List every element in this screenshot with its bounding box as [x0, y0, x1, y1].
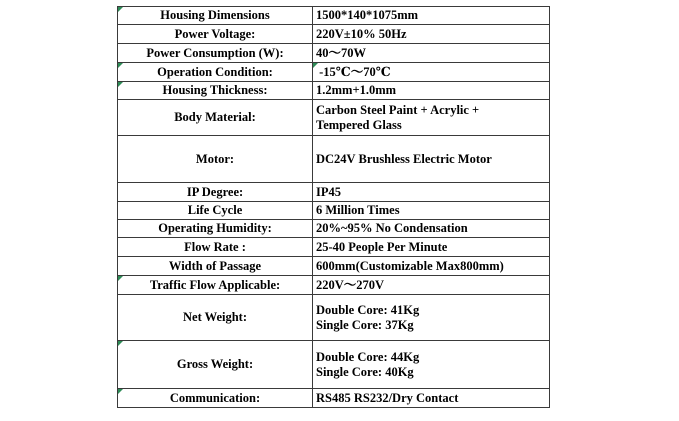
spec-value: Double Core: 41Kg Single Core: 37Kg [313, 295, 550, 341]
spec-value: IP45 [313, 183, 550, 202]
spec-value: 1.2mm+1.0mm [313, 82, 550, 100]
spec-label: Flow Rate : [118, 238, 313, 257]
spec-value: Carbon Steel Paint + Acrylic + Tempered Glass [313, 100, 550, 136]
table-row [118, 44, 550, 63]
spec-value: 6 Million Times [313, 202, 550, 220]
table-row [118, 82, 550, 100]
spec-label: Traffic Flow Applicable: [118, 276, 313, 295]
table-row [118, 183, 550, 202]
spec-table [117, 6, 550, 408]
table-row [118, 257, 550, 276]
spec-value: 1500*140*1075mm [313, 7, 550, 25]
spec-label: Net Weight: [118, 295, 313, 341]
spec-label: IP Degree: [118, 183, 313, 202]
table-row [118, 341, 550, 389]
spec-value: Double Core: 44Kg Single Core: 40Kg [313, 341, 550, 389]
spec-label: Gross Weight: [118, 341, 313, 389]
table-row [118, 100, 550, 136]
spec-value: 25-40 People Per Minute [313, 238, 550, 257]
spec-label: Operating Humidity: [118, 220, 313, 238]
spec-value: 20%~95% No Condensation [313, 220, 550, 238]
table-row [118, 7, 550, 25]
table-row [118, 276, 550, 295]
spec-label: Width of Passage [118, 257, 313, 276]
table-row [118, 63, 550, 82]
table-row [118, 202, 550, 220]
spec-label: Motor: [118, 136, 313, 183]
table-row [118, 389, 550, 408]
spec-label: Operation Condition: [118, 63, 313, 82]
spec-label: Housing Dimensions [118, 7, 313, 25]
table-row [118, 238, 550, 257]
spec-value: 220V～270V [313, 276, 550, 295]
spec-value: 40～70W [313, 44, 550, 63]
spec-label: Communication: [118, 389, 313, 408]
spec-value: 220V±10% 50Hz [313, 25, 550, 44]
spec-value: -15℃～70℃ [313, 63, 550, 82]
spec-label: Body Material: [118, 100, 313, 136]
spec-value: DC24V Brushless Electric Motor [313, 136, 550, 183]
table-row [118, 25, 550, 44]
spec-value: RS485 RS232/Dry Contact [313, 389, 550, 408]
table-row [118, 136, 550, 183]
spec-label: Life Cycle [118, 202, 313, 220]
spec-value: 600mm(Customizable Max800mm) [313, 257, 550, 276]
table-row [118, 295, 550, 341]
spec-label: Power Voltage: [118, 25, 313, 44]
spec-label: Housing Thickness: [118, 82, 313, 100]
spec-label: Power Consumption (W): [118, 44, 313, 63]
table-row [118, 220, 550, 238]
